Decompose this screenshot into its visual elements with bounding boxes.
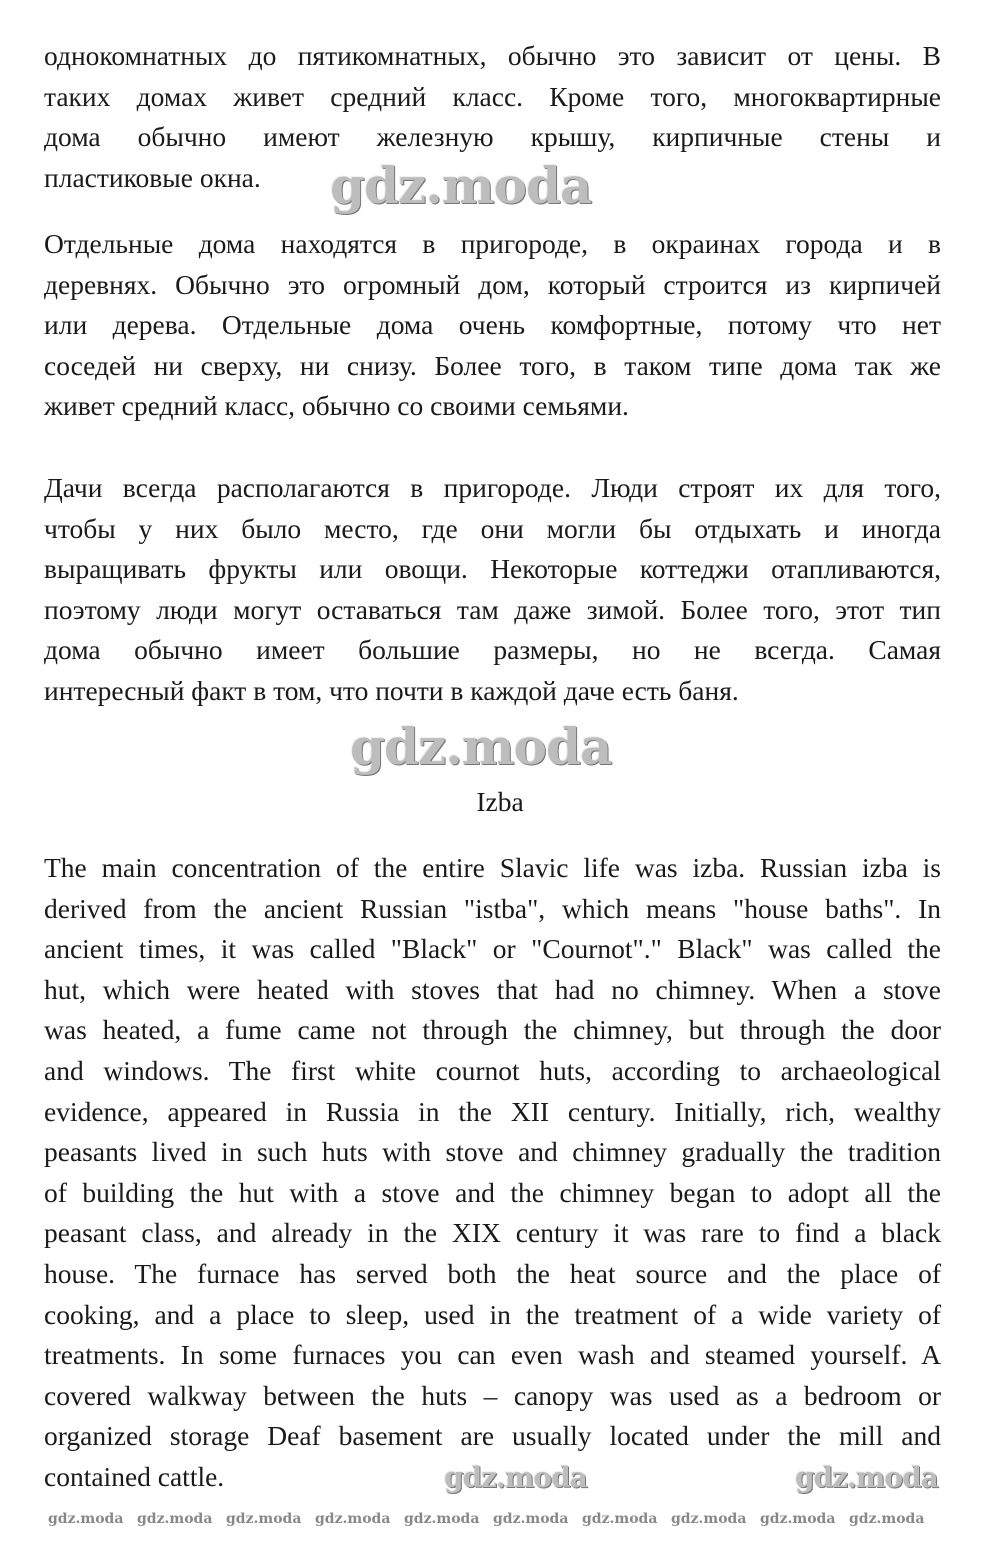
text-line: деревнях. Обычно это огромный дом, который строится из кирпичей (44, 268, 941, 300)
text-line: The main concentration of the entire Slavic life was izba. Russian izba is (44, 852, 941, 883)
text-line: живет средний класс, обычно со своими семьями. (44, 390, 629, 422)
text-line: соседей ни сверху, ни снизу. Более того, в таком типе дома так же (44, 349, 941, 381)
text-line: peasants lived in such huts with stove and chimney gradually the tradition (44, 1136, 941, 1168)
watermark-logo: gdz.moda (795, 1461, 938, 1494)
watermark-small: gdz.moda (404, 1511, 480, 1527)
watermark-small: gdz.moda (582, 1511, 658, 1527)
text-line: ancient times, it was called "Black" or "Cournot"." Black" was called the (44, 933, 941, 965)
text-line: или дерева. Отдельные дома очень комфортные, потому что нет (44, 309, 941, 341)
text-line: пластиковые окна. (44, 161, 261, 193)
paragraph-ru-3 (44, 468, 941, 712)
text-line: evidence, appeared in Russia in the XII century. Initially, rich, wealthy (44, 1095, 941, 1127)
text-line: was heated, a fume came not through the chimney, but through the door (44, 1014, 941, 1046)
watermark-small: gdz.moda (493, 1511, 569, 1527)
text-line: чтобы у них было место, где они могли бы отдыхать и иногда (44, 512, 941, 544)
text-line: hut, which were heated with stoves that had no chimney. When a stove (44, 973, 941, 1005)
watermark-logo: gdz.moda (444, 1461, 587, 1494)
text-line: cooking, and a place to sleep, used in the treatment of a wide variety of (44, 1298, 941, 1330)
text-line: house. The furnace has served both the heat source and the place of (44, 1257, 941, 1289)
watermark-logo: gdz.moda (330, 156, 592, 215)
watermark-small: gdz.moda (48, 1511, 124, 1527)
text-line: интересный факт в том, что почти в каждой даче есть баня. (44, 674, 739, 706)
text-line: derived from the ancient Russian "istba", which means "house baths". In (44, 892, 941, 924)
text-line: organized storage Deaf basement are usually located under the mill and (44, 1420, 941, 1452)
text-line: of building the hut with a stove and the chimney began to adopt all the (44, 1176, 941, 1208)
watermark-small: gdz.moda (315, 1511, 391, 1527)
text-line: поэтому люди могут оставаться там даже зимой. Более того, этот тип (44, 593, 941, 625)
paragraph-en (44, 848, 941, 1498)
watermark-small: gdz.moda (137, 1511, 213, 1527)
watermark-small: gdz.moda (760, 1511, 836, 1527)
watermark-small: gdz.moda (671, 1511, 747, 1527)
text-line: таких домах живет средний класс. Кроме того, многоквартирные (44, 80, 941, 112)
text-line: treatments. In some furnaces you can even wash and steamed yourself. A (44, 1339, 941, 1371)
text-line: Отдельные дома находятся в пригороде, в окраинах города и в (44, 228, 941, 259)
text-line: peasant class, and already in the XIX century it was rare to find a black (44, 1217, 941, 1249)
paragraph-ru-2 (44, 224, 941, 427)
text-line: дома обычно имеют железную крышу, кирпичные стены и (44, 121, 941, 153)
text-line: covered walkway between the huts – canopy was used as a bedroom or (44, 1379, 941, 1411)
watermark-logo: gdz.moda (350, 717, 612, 776)
text-line: дома обычно имеет большие размеры, но не всегда. Самая (44, 634, 941, 666)
section-title: Izba (476, 786, 524, 817)
watermark-small: gdz.moda (226, 1511, 302, 1527)
text-line: однокомнатных до пятикомнатных, обычно это зависит от цены. В (44, 40, 941, 71)
text-line: and windows. The first white cournot huts, according to archaeological (44, 1054, 941, 1086)
text-line: contained cattle. (44, 1460, 225, 1492)
text-line: Дачи всегда располагаются в пригороде. Люди строят их для того, (44, 472, 941, 503)
watermark-small: gdz.moda (849, 1511, 925, 1527)
text-line: выращивать фрукты или овощи. Некоторые коттеджи отапливаются, (44, 553, 941, 585)
